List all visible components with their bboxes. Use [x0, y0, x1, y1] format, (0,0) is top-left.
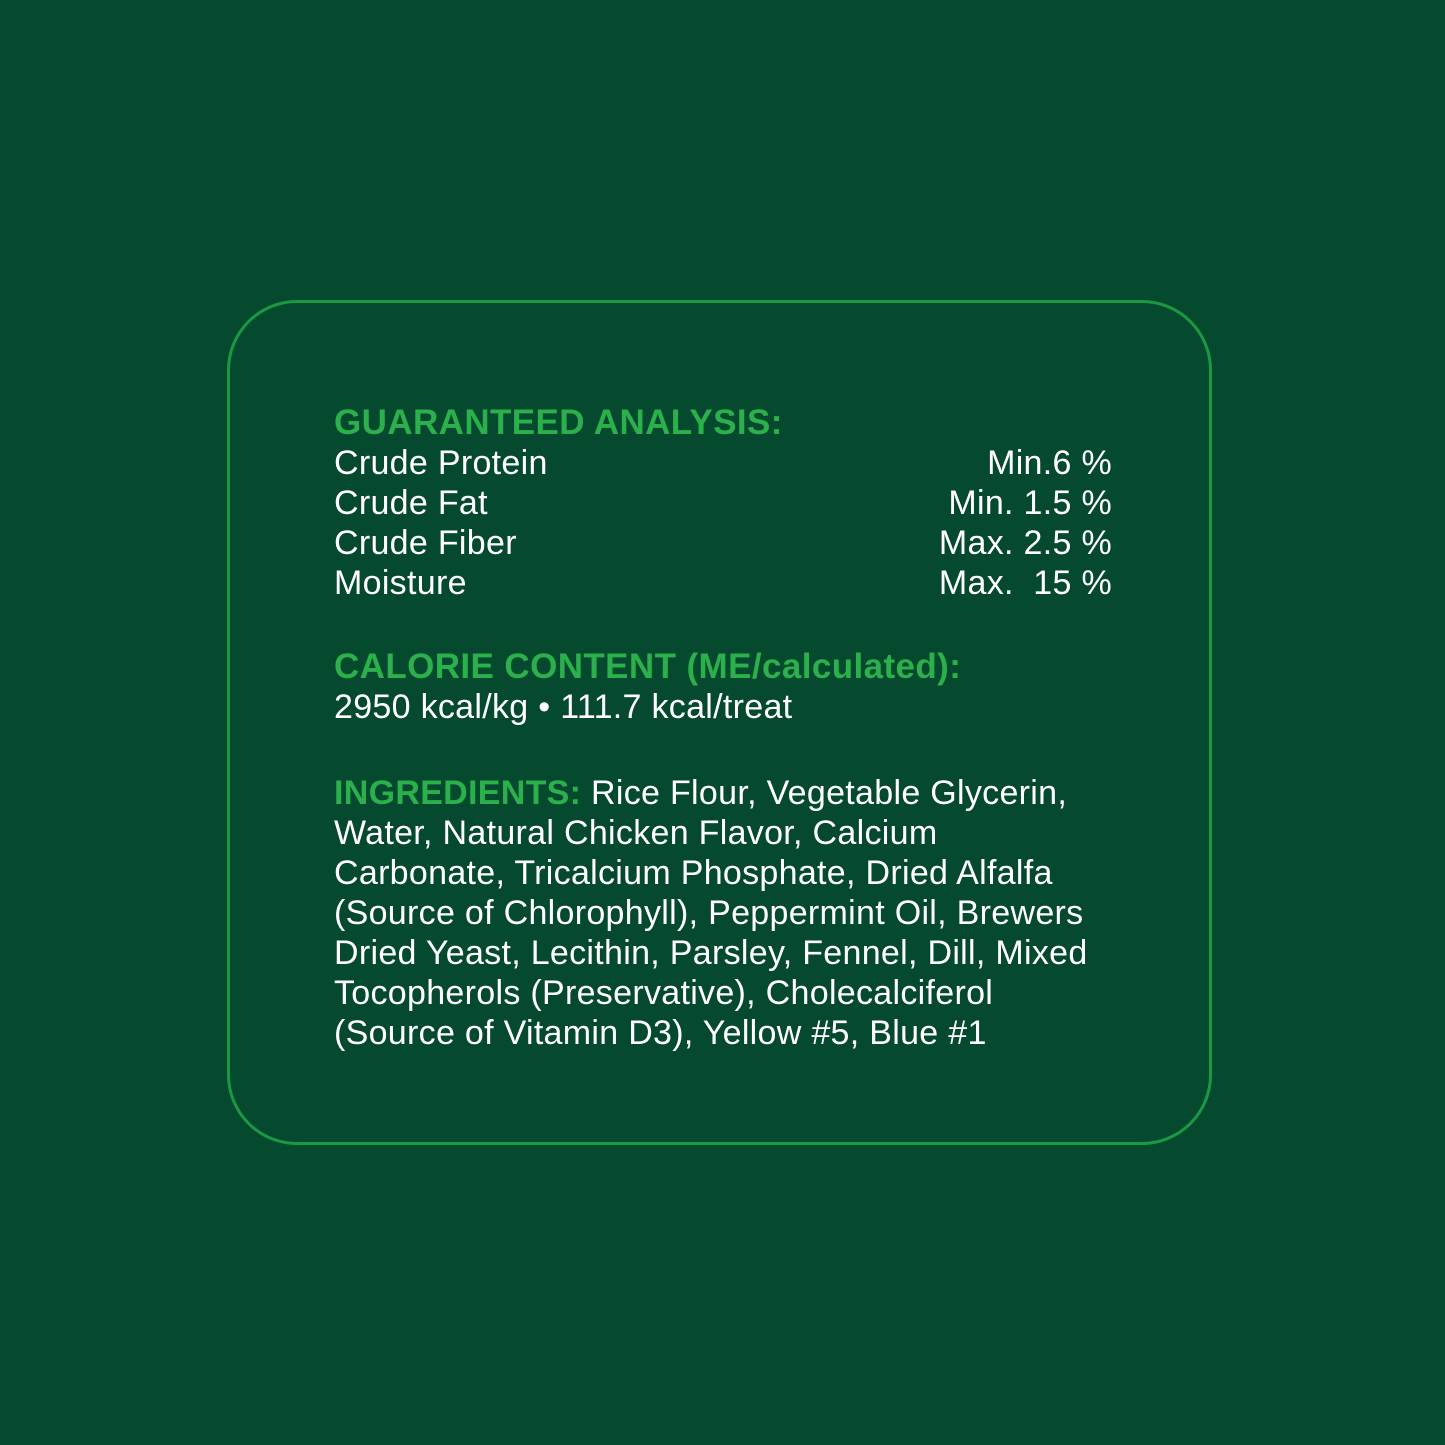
table-row [334, 523, 1112, 563]
guaranteed-analysis-heading: GUARANTEED ANALYSIS: [334, 403, 783, 442]
analysis-row-label: Crude Fat [334, 484, 488, 522]
calorie-content-value: 2950 kcal/kg • 111.7 kcal/treat [334, 688, 793, 726]
analysis-row-value: Min. 1.5 % [948, 484, 1112, 522]
ingredients-section [334, 773, 1112, 1053]
nutrition-label-panel [227, 300, 1212, 1145]
analysis-row-value: Max. 2.5 % [938, 524, 1112, 562]
ingredients-text: Rice Flour, Vegetable Glycerin, Water, Natural Chicken Flavor, Calcium Carbonate, Tricalcium Phosphate, Dried Alfalfa (Source of Chlorophyll), Peppermint Oil, Brewers Dried Yeast, Lecithin, Parsley, Fennel, Dill, Mixed Tocopherols (Preservative), Cholecalciferol (Source of Vitamin D3), Yellow #5, Blue #1 [334, 774, 1088, 1052]
analysis-row-label: Moisture [334, 564, 467, 602]
table-row [334, 443, 1112, 483]
analysis-row-value: Min.6 % [987, 444, 1112, 482]
analysis-row-label: Crude Protein [334, 444, 548, 482]
guaranteed-analysis-section [334, 403, 1112, 603]
table-row [334, 563, 1112, 603]
label-content [334, 403, 1112, 1053]
analysis-row-label: Crude Fiber [334, 524, 517, 562]
calorie-content-heading: CALORIE CONTENT (ME/calculated): [334, 647, 962, 686]
ingredients-heading: INGREDIENTS: [334, 774, 582, 812]
table-row [334, 483, 1112, 523]
analysis-row-value: Max. 15 % [938, 564, 1112, 602]
calorie-content-section [334, 647, 1112, 727]
